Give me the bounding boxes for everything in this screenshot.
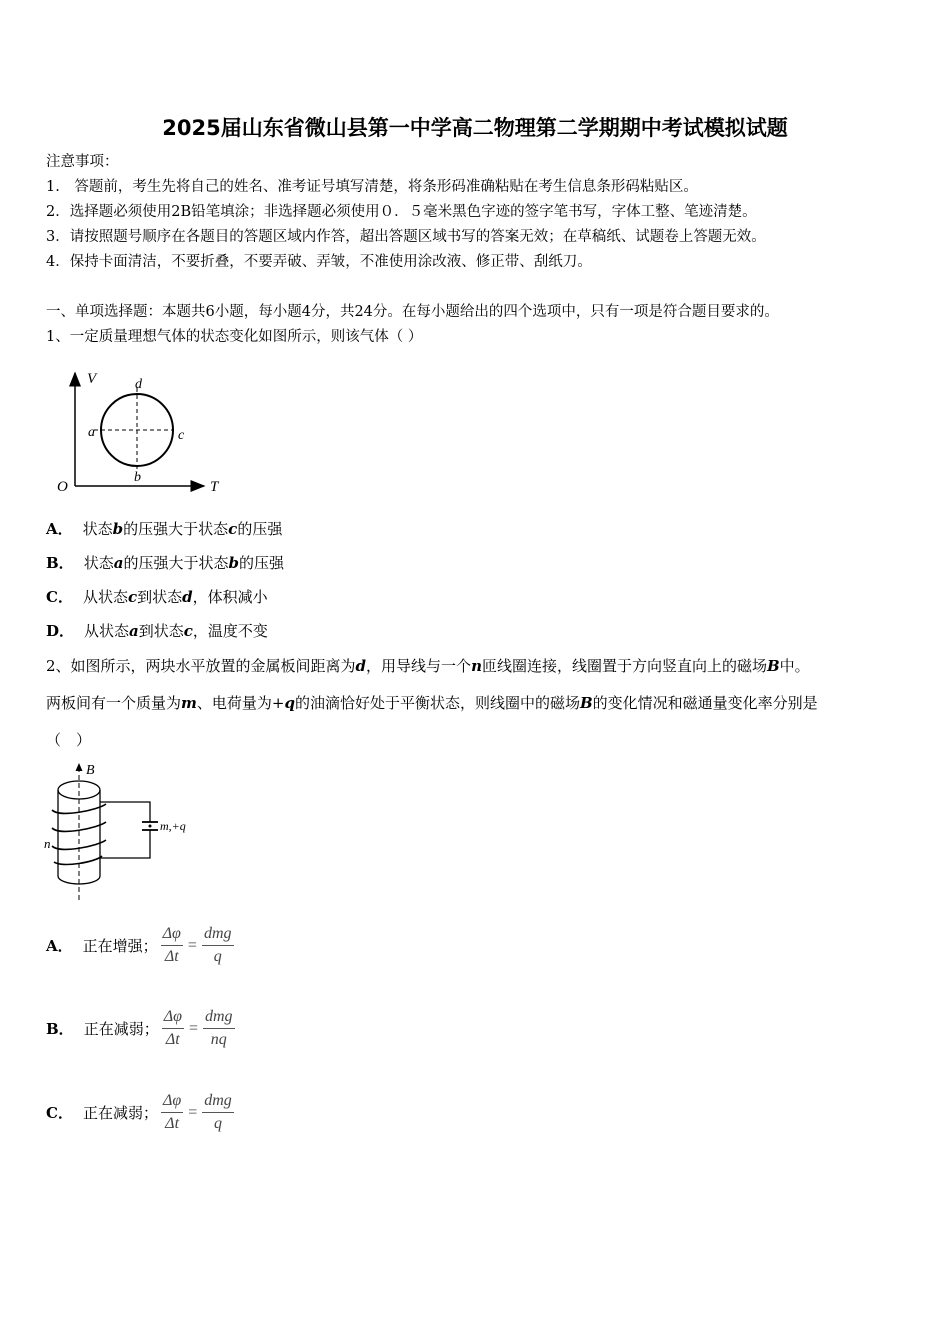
notice-heading: 注意事项：	[46, 154, 119, 170]
origin-label: O	[57, 479, 68, 495]
section-heading: 一、单项选择题：本题共6小题，每小题4分，共24分。在每小题给出的四个选项中，只有一项是符合题目要求的。	[46, 304, 779, 320]
flux-rate-fraction: $\frac{\Delta\varphi}{\Delta t}$	[163, 1008, 182, 1048]
notice-item-1: 1. 答题前，考生先将自己的姓名、准考证号填写清楚，将条形码准确粘贴在考生信息条形码粘贴区。	[46, 179, 698, 195]
q2-option-a[interactable]: A． 正在增强； $\frac{\Delta\varphi}{\Delta t}$ = $\frac{\text{dmg}}{q}$	[46, 925, 232, 965]
point-label-a: a	[88, 425, 95, 440]
wire-bottom	[100, 830, 150, 858]
flux-rate-fraction: $\frac{\Delta\varphi}{\Delta t}$	[162, 1092, 182, 1132]
q1-option-b[interactable]: B． 状态a的压强大于状态b的压强	[46, 554, 284, 572]
q2-stem-line-2: 两板间有一个质量为m、电荷量为+q的油滴恰好处于平衡状态，则线圈中的磁场B的变化情况和磁通量变化率分别是	[46, 694, 818, 712]
q2-option-c[interactable]: C． 正在减弱； $\frac{\Delta\varphi}{\Delta t}$ = $\frac{\text{dmg}}{q}$	[46, 1092, 232, 1132]
field-label: B	[86, 763, 95, 778]
result-fraction: $\frac{\text{dmg}}{q}$	[204, 1092, 232, 1132]
notice-item-2: 2．选择题必须使用2B铅笔填涂；非选择题必须使用０．５毫米黑色字迹的签字笔书写，字体工整、笔迹清楚。	[46, 204, 757, 220]
page-title: 2025届山东省微山县第一中学高二物理第二学期期中考试模拟试题	[162, 116, 788, 140]
q2-stem-line-3: （ ）	[46, 731, 92, 749]
flux-rate-fraction: $\frac{\Delta\varphi}{\Delta t}$	[162, 925, 181, 965]
wire-top	[100, 802, 150, 822]
result-fraction: $\frac{\text{dmg}}{nq}$	[204, 1008, 233, 1048]
axis-label-t: T	[210, 479, 219, 495]
point-label-b: b	[134, 470, 141, 485]
coil-winding-4	[54, 856, 102, 864]
q1-stem: 1、一定质量理想气体的状态变化如图所示，则该气体（ ）	[46, 329, 423, 345]
coil-label: n	[44, 836, 51, 851]
q1-vt-diagram	[52, 366, 232, 498]
notice-item-4: 4．保持卡面清洁，不要折叠，不要弄破、弄皱，不准使用涂改液、修正带、刮纸刀。	[46, 254, 592, 270]
q2-stem-line-1: 2、如图所示，两块水平放置的金属板间距离为d，用导线与一个n匝线圈连接，线圈置于方向竖直向上的磁场B中。	[46, 657, 810, 675]
q1-option-d[interactable]: D． 从状态a到状态c，温度不变	[46, 622, 268, 640]
q1-option-a[interactable]: A． 状态b的压强大于状态c的压强	[46, 520, 283, 538]
point-label-c: c	[178, 428, 185, 443]
charge-label: m,+q	[160, 819, 186, 833]
result-fraction: $\frac{\text{dmg}}{q}$	[203, 925, 232, 965]
axis-label-v: V	[87, 371, 97, 387]
q2-coil-diagram	[40, 758, 210, 903]
q2-option-b[interactable]: B． 正在减弱； $\frac{\Delta\varphi}{\Delta t}$ = $\frac{\text{dmg}}{nq}$	[46, 1008, 233, 1048]
notice-item-3: 3．请按照题号顺序在各题目的答题区域内作答，超出答题区域书写的答案无效；在草稿纸、试题卷上答题无效。	[46, 229, 766, 245]
point-label-d: d	[135, 377, 142, 392]
oil-drop	[149, 825, 152, 828]
q1-option-c[interactable]: C． 从状态c到状态d，体积减小	[46, 588, 268, 606]
